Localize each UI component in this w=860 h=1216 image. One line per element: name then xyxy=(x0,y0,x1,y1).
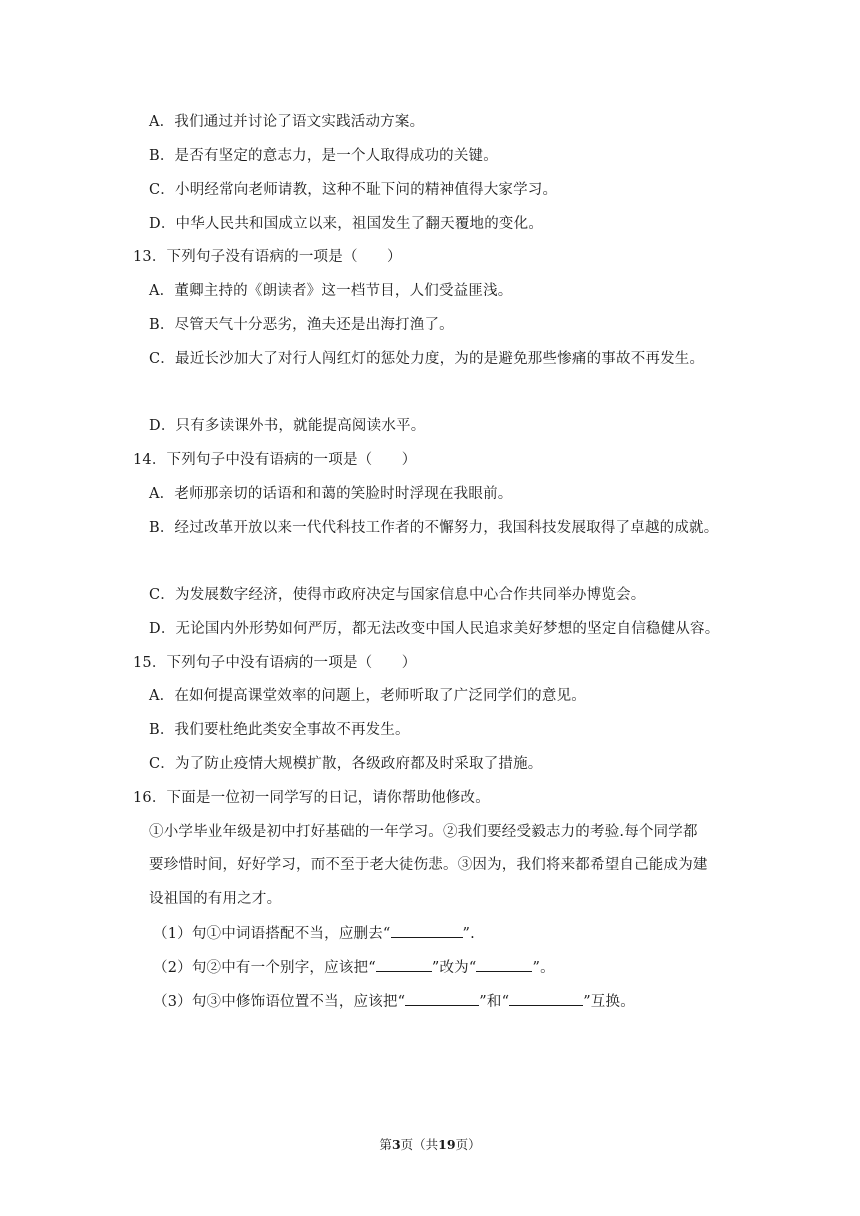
subquestion-2-end: ”。 xyxy=(532,960,555,976)
q13-stem: 13．下列句子没有语病的一项是（ ） xyxy=(133,249,402,265)
page-footer xyxy=(0,1136,860,1154)
q15-option-b: B．我们要杜绝此类安全事故不再发生。 xyxy=(149,722,410,738)
answer-blank-1[interactable] xyxy=(391,923,463,938)
footer-middle: 页（共 xyxy=(400,1137,439,1152)
q16-subquestion-1 xyxy=(153,923,475,944)
q13-option-c: C．最近长沙加大了对行人闯红灯的惩处力度，为的是避免那些惨痛的事故不再发生。 xyxy=(149,351,705,367)
answer-blank-2a[interactable] xyxy=(376,957,432,972)
footer-page-number: 3 xyxy=(391,1137,401,1152)
q14-stem: 14．下列句子中没有语病的一项是（ ） xyxy=(133,452,417,468)
q16-subquestion-3 xyxy=(153,991,635,1012)
q15-stem: 15．下列句子中没有语病的一项是（ ） xyxy=(133,655,417,671)
subquestion-2-mid: ”改为“ xyxy=(431,960,477,976)
q14-option-b: B．经过改革开放以来一代代科技工作者的不懈努力，我国科技发展取得了卓越的成就。 xyxy=(149,520,719,536)
answer-blank-2b[interactable] xyxy=(476,957,532,972)
q15-option-a: A．在如何提高课堂效率的问题上，老师听取了广泛同学们的意见。 xyxy=(149,688,586,704)
q14-option-c: C．为发展数字经济，使得市政府决定与国家信息中心合作共同举办博览会。 xyxy=(149,587,646,603)
q16-stem: 16．下面是一位初一同学写的日记，请你帮助他修改。 xyxy=(133,790,490,806)
q12-option-a: A．我们通过并讨论了语文实践活动方案。 xyxy=(149,114,425,130)
subquestion-3-end: ”互换。 xyxy=(583,994,635,1010)
q16-subquestion-2 xyxy=(153,957,555,978)
q14-option-a: A．老师那亲切的话语和和蔼的笑脸时时浮现在我眼前。 xyxy=(149,486,513,502)
subquestion-1-end: ”. xyxy=(462,926,475,942)
footer-suffix: 页） xyxy=(455,1137,481,1152)
q12-option-b: B．是否有坚定的意志力，是一个人取得成功的关键。 xyxy=(149,148,498,164)
answer-blank-3a[interactable] xyxy=(405,991,479,1006)
subquestion-1-text: （1）句①中词语搭配不当，应删去“ xyxy=(153,926,391,942)
q12-option-c: C．小明经常向老师请教，这种不耻下问的精神值得大家学习。 xyxy=(149,182,558,198)
subquestion-2-text: （2）句②中有一个别字，应该把“ xyxy=(153,960,376,976)
q13-option-a: A．董卿主持的《朗读者》这一档节目，人们受益匪浅。 xyxy=(149,283,513,299)
q16-diary-line-2: 要珍惜时间，好好学习，而不至于老大徒伤悲。③因为，我们将来都希望自己能成为建 xyxy=(149,857,708,873)
q13-option-b: B．尽管天气十分恶劣，渔夫还是出海打渔了。 xyxy=(149,317,454,333)
q15-option-c: C．为了防止疫情大规模扩散，各级政府都及时采取了措施。 xyxy=(149,756,543,772)
q16-diary-line-3: 设祖国的有用之才。 xyxy=(149,891,282,907)
q12-option-d: D．中华人民共和国成立以来，祖国发生了翻天覆地的变化。 xyxy=(149,216,544,232)
q14-option-d: D．无论国内外形势如何严厉，都无法改变中国人民追求美好梦想的坚定自信稳健从容。 xyxy=(149,621,720,637)
q13-option-d: D．只有多读课外书，就能提高阅读水平。 xyxy=(149,418,426,434)
q16-diary-line-1: ①小学毕业年级是初中打好基础的一年学习。②我们要经受毅志力的考验.每个同学都 xyxy=(149,824,698,840)
subquestion-3-text: （3）句③中修饰语位置不当，应该把“ xyxy=(153,994,406,1010)
footer-total-pages: 19 xyxy=(438,1137,456,1152)
answer-blank-3b[interactable] xyxy=(509,991,583,1006)
footer-prefix: 第 xyxy=(379,1137,392,1152)
subquestion-3-mid: ”和“ xyxy=(479,994,510,1010)
